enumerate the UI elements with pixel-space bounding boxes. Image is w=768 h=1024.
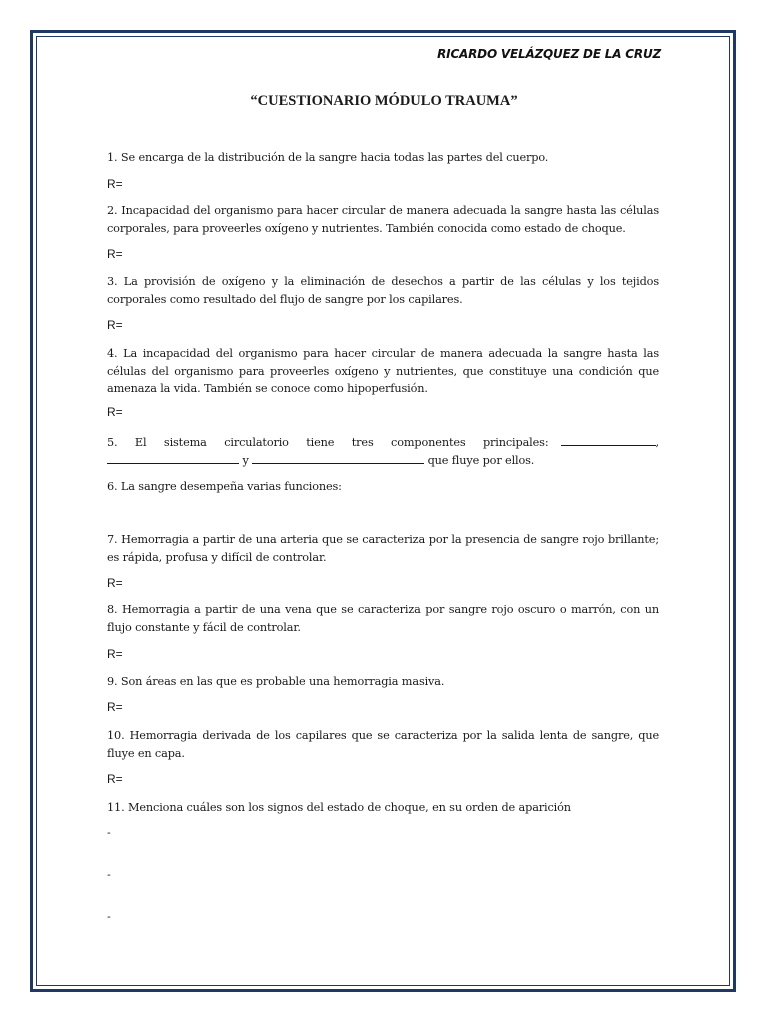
answer-label-3: R=	[107, 318, 123, 332]
answer-label-8: R=	[107, 647, 123, 661]
question-5-sep-1: ,	[655, 436, 659, 449]
question-8: 8. Hemorragia a partir de una vena que se caracteriza por sangre rojo oscuro o marrón, con un flujo constante y fácil de controlar.	[107, 603, 659, 634]
answer-label-9: R=	[107, 700, 123, 714]
question-11: 11. Menciona cuáles son los signos del estado de choque, en su orden de aparición	[107, 801, 571, 814]
question-5	[107, 434, 659, 469]
question-1: 1. Se encarga de la distribución de la sangre hacia todas las partes del cuerpo.	[107, 151, 549, 164]
fill-blank-1[interactable]	[561, 434, 656, 446]
question-3: 3. La provisión de oxígeno y la eliminación de desechos a partir de las células y los tejidos corporales como resultado del flujo de sangre por los capilares.	[107, 275, 659, 306]
question-9: 9. Son áreas en las que es probable una hemorragia masiva.	[107, 675, 445, 688]
fill-blank-2[interactable]	[107, 452, 239, 464]
list-item-1: -	[107, 826, 111, 839]
page-border-inner	[36, 36, 730, 986]
fill-blank-3[interactable]	[252, 452, 424, 464]
question-4: 4. La incapacidad del organismo para hacer circular de manera adecuada la sangre hasta las células del organismo para proveerles oxígeno y nutrientes, que constituye una condición que amenaza la vida. También se conoce como hipoperfusión.	[107, 347, 659, 395]
question-2: 2. Incapacidad del organismo para hacer circular de manera adecuada la sangre hasta las células corporales, para proveerles oxígeno y nutrientes. También conocida como estado de choque.	[107, 204, 659, 235]
document-title: “CUESTIONARIO MÓDULO TRAUMA”	[250, 93, 518, 109]
author-name: RICARDO VELÁZQUEZ DE LA CRUZ	[437, 47, 661, 61]
answer-label-1: R=	[107, 177, 123, 191]
question-7: 7. Hemorragia a partir de una arteria que se caracteriza por la presencia de sangre rojo brillante; es rápida, profusa y difícil de controlar.	[107, 533, 659, 564]
answer-label-7: R=	[107, 576, 123, 590]
question-10: 10. Hemorragia derivada de los capilares que se caracteriza por la salida lenta de sangre, que fluye en capa.	[107, 729, 659, 760]
question-5-text: 5. El sistema circulatorio tiene tres componentes principales:	[107, 436, 549, 449]
answer-label-4: R=	[107, 405, 123, 419]
list-item-2: -	[107, 868, 111, 881]
answer-label-2: R=	[107, 247, 123, 261]
question-5-sep-2: y	[242, 453, 249, 467]
answer-label-10: R=	[107, 772, 123, 786]
list-item-3: -	[107, 910, 111, 923]
question-5-tail: que fluye por ellos.	[427, 453, 535, 467]
question-6: 6. La sangre desempeña varias funciones:	[107, 480, 342, 493]
